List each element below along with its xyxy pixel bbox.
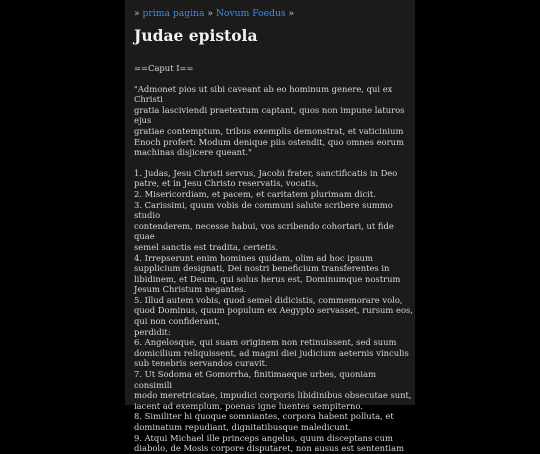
- breadcrumb-link-home[interactable]: prima pagina: [142, 8, 205, 19]
- breadcrumb-prefix: »: [134, 8, 143, 19]
- chapter-heading: ==Caput I==: [134, 63, 194, 73]
- breadcrumb-link-section[interactable]: Novum Foedus: [215, 8, 286, 19]
- intro-quote: "Admonet pios ut sibi caveant ab eo hominum genere, qui ex Christi gratia lasciviendi praetextum captant, quos non impune laturos ejus gratiae contemptum, tribus exemplis demonstrat, et vaticinium Enoch profert: Modum denique piis ostendit, quo omnes eorum machinas disjicere queant.": [134, 83, 405, 158]
- page-title: Judae epistola: [134, 26, 258, 45]
- breadcrumb-separator: »: [204, 8, 216, 19]
- breadcrumb-separator-end: »: [285, 8, 295, 19]
- article: [134, 8, 414, 454]
- verses-text: 1. Judas, Jesu Christi servus, Jacobi frater, sanctificatis in Deo patre, et in Jesu Christo reservatis, vocatis, 2. Misericordiam, et pacem, et caritatem plurimam dicit. 3. Carissimi, quum vobis de communi salute scribere summo studio contenderem, necesse habui, vos scribendo cohortari, ut fide quae semel sanctis est tradita, certetis. 4. Irrepserunt enim homines quidam, olim ad hoc ipsum supplicium designati, Dei nostri beneficium transferentes in libidinem, et Deum, qui solus herus est, Dominumque nostrum Jesum Christum negantes. 5. Illud autem vobis, quod semel didicistis, commemorare volo, quod Dominus, quum populum ex Aegypto servasset, rursum eos, qui non confiderant, perdidit: 6. Angelosque, qui suam originem non retinuissent, sed suum domicilium reliquissent, ad magni diei judicium aeternis vinculis sub tenebris servandos curavit. 7. Ut Sodoma et Gomorrha, finitimaeque urbes, quoniam consimili modo meretricatae, impudici corporis libidinibus obsecutae sunt, iacent ad exemplum, poenas igne luentes sempiterno. 8. Similiter hi quoque somniantes, corpora habent polluta, et dominatum repudiant, dignitatibusque maledicunt. 9. Atqui Michael ille princeps angelus, quum disceptans cum diabolo, de Mosis corpore disputaret, non ausus est sententiam: [134, 167, 413, 454]
- breadcrumb: [134, 8, 414, 20]
